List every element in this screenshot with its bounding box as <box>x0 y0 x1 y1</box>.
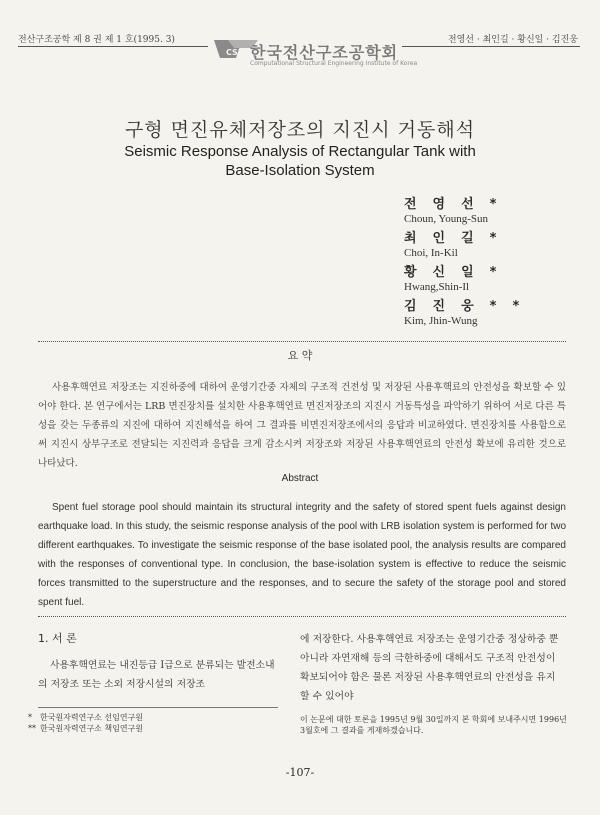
footnote-text: 한국원자력연구소 책임연구원 <box>40 724 144 733</box>
author-name-ko: 최인길* <box>404 231 513 246</box>
abstract-korean: 사용후핵연료 저장조는 지진하중에 대하여 운영기간중 자체의 구조적 건전성 및 저장된 사용후핵료의 안전성을 확보할 수 있어야 한다. 본 연구에서는 LRB 면진장치를 설치한 사용후핵연료 면진저장조의 지진시 거동특성을 파악하기 위하여 서로 다른 특성을 갖는 두종류의 지진에 대하여 지진해석을 하여 그 결과를 비면진저장조에서의 응답과 비교하였다. 면진장치를 사용함으로써 지진시 상부구조로 전달되는 지진력과 응답을 크게 감소시켜 저장조와 저장된 사용후핵연료의 안전성 확보에 유리한 것으로 나타났다. <box>38 382 566 469</box>
header-authors: 전영선 · 최인길 · 황신일 · 김진웅 <box>447 35 578 45</box>
abstract-english: Spent fuel storage pool should maintain its structural integrity and the safety of stored spent fuels against design earthquake load. In this study, the seismic response analysis of the pool with LRB isolation system is performed for two different earthquakes. To investigate the seismic response of the base isolated pool, the analysis results are compared with the responses of conventional type. In conclusion, the base-isolation system is effective to reduce the seismic forces transmitted to the superstructure and the responses, and to secure the safety of the storage pool and stored spent fuel. <box>38 502 566 608</box>
footnote-text: 한국원자력연구소 선임연구원 <box>40 713 144 722</box>
svg-text:CSE: CSE <box>226 48 244 57</box>
title-english-line1: Seismic Response Analysis of Rectangular Tank with <box>124 143 476 160</box>
author-name-en: Choi, In-Kil <box>404 247 458 259</box>
author-name-ko: 김진웅** <box>404 299 536 314</box>
footnote <box>28 712 143 723</box>
intro-right-column: 에 저장한다. 사용후핵연료 저장조는 운영기간중 정상하중 뿐 아니라 자연재해 등의 극한하중에 대해서도 구조적 안전성이 확보되어야 함은 물론 저장된 사용후핵연료의 안전성을 유지할 수 있어야 <box>300 634 559 702</box>
author-name-en: Hwang,Shin-Il <box>404 281 470 293</box>
title-english-line2: Base-Isolation System <box>225 162 375 179</box>
footnotes-affiliation <box>28 712 143 734</box>
divider <box>38 616 566 617</box>
footnote-mark: ** <box>28 724 36 733</box>
abstract-heading-ko: 요 약 <box>287 349 313 362</box>
section-heading-intro: 1. 서 론 <box>38 632 77 645</box>
author-name-ko: 전영선* <box>404 197 513 212</box>
author-4 <box>404 295 535 327</box>
author-name-ko: 황신일* <box>404 265 513 280</box>
page-number: -107- <box>285 766 315 779</box>
author-2 <box>404 227 535 259</box>
footnote-mark: * <box>28 713 32 722</box>
author-3 <box>404 261 535 293</box>
intro-left-column: 사용후핵연료는 내진등급 Ⅰ급으로 분류되는 발전소내의 저장조 또는 소외 저장시설의 저장조 <box>38 660 275 690</box>
journal-info: 전산구조공학 제 8 권 제 1 호(1995. 3) <box>18 35 175 45</box>
footnote-discussion: 이 논문에 대한 토론을 1995년 9월 30일까지 본 학회에 보내주시면 1996년 3월호에 그 결과를 게재하겠습니다. <box>300 715 567 735</box>
divider <box>38 341 566 342</box>
author-name-en: Kim, Jhin-Wung <box>404 315 478 327</box>
author-list <box>404 193 535 327</box>
author-name-en: Choun, Young-Sun <box>404 213 489 225</box>
abstract-heading-en: Abstract <box>281 473 319 484</box>
society-name-en: Computational Structural Engineering Institute of Korea <box>250 60 418 67</box>
society-name: 한국전산구조공학회 <box>250 43 399 62</box>
footnote <box>28 723 143 734</box>
title-korean: 구형 면진유체저장조의 지진시 거동해석 <box>124 119 476 141</box>
author-1 <box>404 193 535 225</box>
